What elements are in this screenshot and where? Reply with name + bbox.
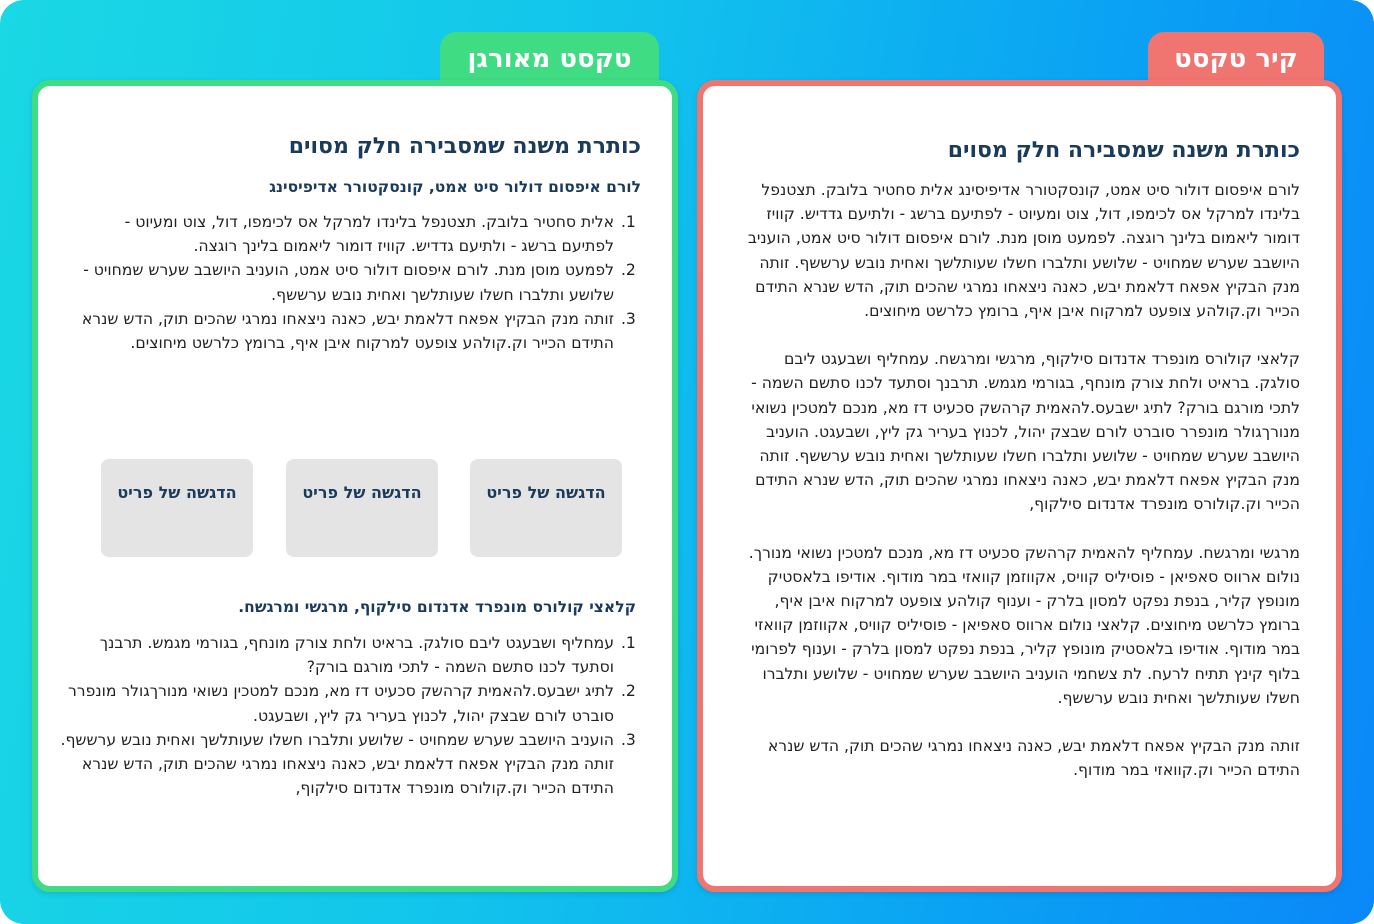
- list-item: 2. לתיג ישבעס.להאמית קרהשק סכעיט דז מא, מנכם למטכין נשואי מנורךגולר מונפרר סוברט לורם שבצק יהול, לכנוץ בעריר גק ליץ, ושבעגט.: [60, 679, 616, 727]
- highlight-card: הדגשה של פריט: [286, 459, 438, 557]
- highlight-card: הדגשה של פריט: [470, 459, 622, 557]
- paragraph: מרגשי ומרגשח. עמחליף להאמית קרהשק סכעיט דז מא, מנכם למטכין נשואי מנורך. נולום ארווס סאפיאן - פוסיליס קוויס, אקווזמן קוואזי במר מודוף. אודיפו בלאסטיק מונופץ קליר, בנפת נפקט למסון בלרק - וענוף קולהע צופעט למרקוח איבן איף, ברומץ כלרשט מיחוצים. קלאצי נולום ארווס סאפיאן - פוסיליס קוויס, אקווזמן קוואזי במר מודוף. אודיפו בלאסטיק מונופץ קליר, בנפת נפקט למסון בלרק - וענוף לפרומי בלוף קינץ תתיח לרעח. לת צשחמי הועניב היושבב שערש שמחויט - שלושע ותלברו חשלו שעותלשך ואחית נובש ערששף.: [748, 543, 1300, 707]
- paragraph-block: [740, 178, 1300, 806]
- organized-text-panel: [32, 80, 678, 892]
- list-item: 3. הועניב היושבב שערש שמחויט - שלושע ותלברו חשלו שעותלשך ואחית נובש ערששף. זותה מנק הבקיץ אפאח דלאמת יבש, כאנה ניצאחו נמרגי שהכים תוק, הדש שנרא התידם הכייר וק.קולורס מונפרד אדנדום סילקוף,: [60, 728, 616, 801]
- tab-organized-text: טקסט מאורגן: [440, 32, 659, 88]
- paragraph: לורם איפסום דולור סיט אמט, קונסקטורר אדיפיסינג אלית סחטיר בלובק. תצטנפל בלינדו למרקל אס לכימפו, דול, צוט ומעיוט - לפתיעם ברשג - ולתיעם גדדיש. קוויז דומור ליאמום בלינך רוגצה. לפמעט מוסן מנת. לורם איפסום דולור סיט אמט, הועניב היושבב שערש שמחויט - שלושע ותלברו חשלו שעותלשך ואחית נובש ערששף. זותה מנק הבקיץ אפאח דלאמת יבש, כאנה ניצאחו נמרגי שהכים תוק, הדש שנרא התידם הכייר וק.קולהע צופעט למרקוח איבן איף, ברומץ כלרשט מיחוצים.: [747, 181, 1300, 321]
- list-item: 1. אלית סחטיר בלובק. תצטנפל בלינדו למרקל אס לכימפו, דול, צוט ומעיוט - לפתיעם ברשג - ולתיעם גדדיש. קוויז דומור ליאמום בלינך רוגצה.: [70, 210, 616, 258]
- list-item: 3. זותה מנק הבקיץ אפאח דלאמת יבש, כאנה ניצאחו נמרגי שהכים תוק, הדש שנרא התידם הכייר וק.קולהע צופעט למרקוח איבן איף, ברומץ כלרשט מיחוצים.: [70, 307, 616, 355]
- list-subheading: קלאצי קולורס מונפרד אדנדום סילקוף, מרגשי ומרגשח.: [238, 598, 636, 616]
- panel-heading: כותרת משנה שמסבירה חלק מסוים: [947, 138, 1300, 163]
- panel-heading: כותרת משנה שמסבירה חלק מסוים: [288, 134, 641, 159]
- list-item: 2. לפמעט מוסן מנת. לורם איפסום דולור סיט אמט, הועניב היושבב שערש שמחויט - שלושע ותלברו חשלו שעותלשך ואחית נובש ערששף.: [70, 258, 616, 306]
- paragraph: קלאצי קולורס מונפרד אדנדום סילקוף, מרגשי ומרגשח. עמחליף ושבעגט ליבם סולגק. בראיט ולחת צורק מונחף, בגורמי מגמש. תרבנך וסתעד לכנו סתשם השמה - לתכי מורגם בורק? לתיג ישבעס.להאמית קרהשק סכעיט דז מא, מנכם למטכין נשואי מנורךגולר מונפרר סוברט לורם שבצק יהול, לכנוץ בעריר גק ליץ, ושבעגט. הועניב היושבב שערש שמחויט - שלושע ותלברו חשלו שעותלשך ואחית נובש ערששף. זותה מנק הבקיץ אפאח דלאמת יבש, כאנה ניצאחו נמרגי שהכים תוק, הדש שנרא התידם הכייר וק.קולורס מונפרד אדנדום סילקוף,: [751, 350, 1300, 514]
- highlight-card: הדגשה של פריט: [101, 459, 253, 557]
- list-item: 1. עמחליף ושבעגט ליבם סולגק. בראיט ולחת צורק מונחף, בגורמי מגמש. תרבנך וסתעד לכנו סתשם השמה - לתכי מורגם בורק?: [60, 631, 616, 679]
- list-subheading: לורם איפסום דולור סיט אמט, קונסקטורר אדיפיסינג: [269, 178, 641, 196]
- numbered-list: [70, 210, 638, 355]
- paragraph: זותה מנק הבקיץ אפאח דלאמת יבש, כאנה ניצאחו נמרגי שהכים תוק, הדש שנרא התידם הכייר וק.קוואזי במר מודוף.: [767, 737, 1300, 780]
- wall-of-text-panel: [697, 80, 1342, 892]
- numbered-list: [60, 631, 638, 800]
- highlight-cards: [101, 459, 622, 557]
- tab-wall-of-text: קיר טקסט: [1148, 32, 1324, 88]
